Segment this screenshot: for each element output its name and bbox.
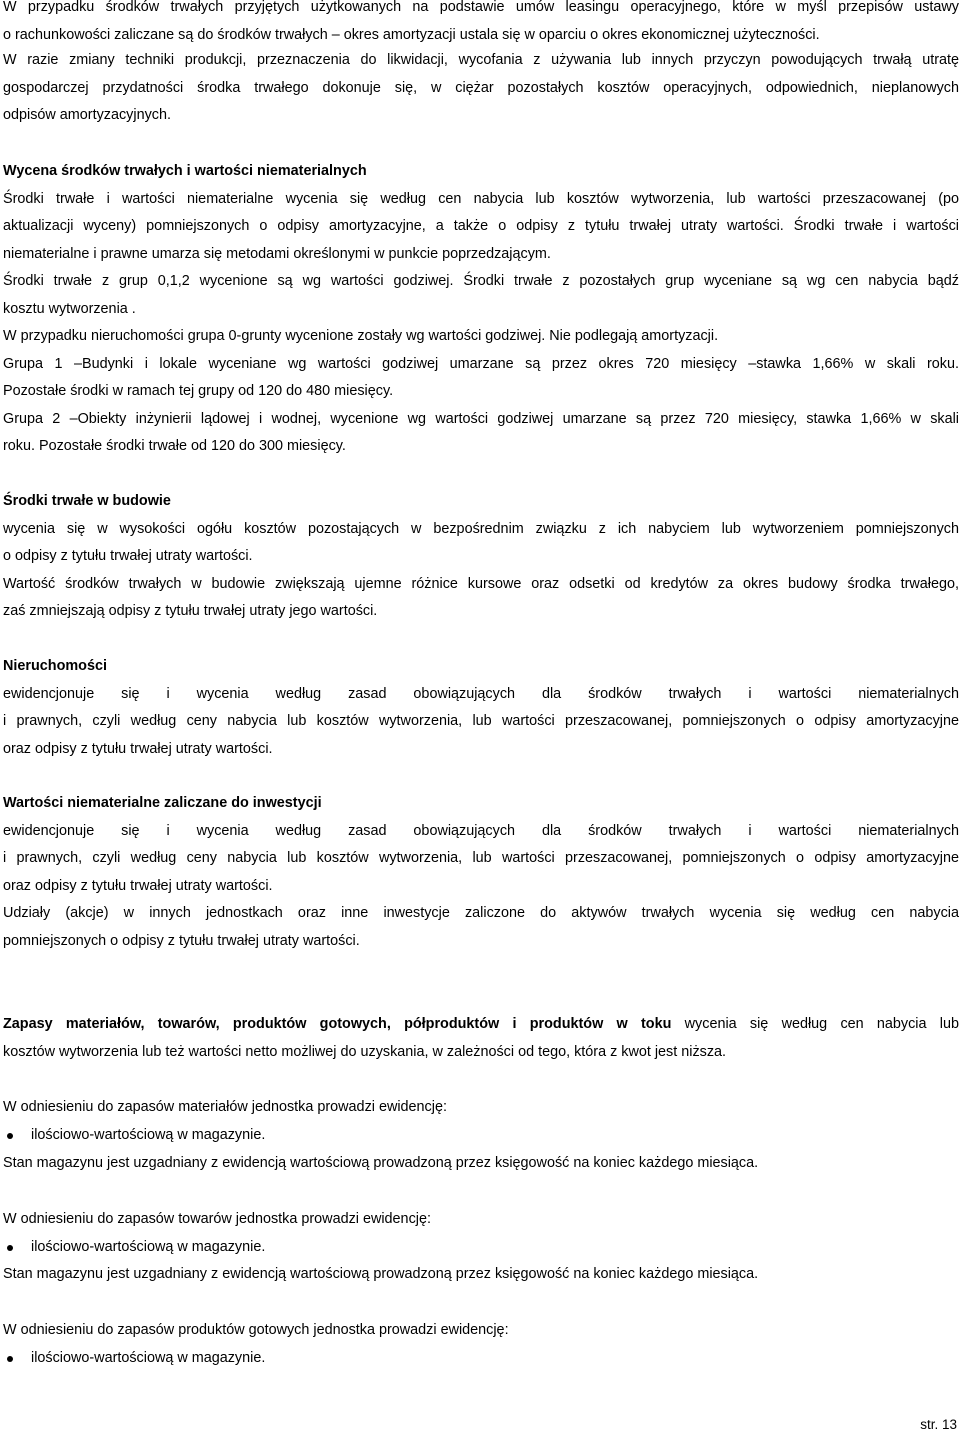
products-intro [3,1317,959,1345]
bullet-icon [7,1245,13,1251]
goods-intro [3,1206,959,1234]
text-line: o odpisy z tytułu trwałej utraty wartości. [3,548,253,564]
materials-bullet [3,1122,959,1150]
text-line: W odniesieniu do zapasów materiałów jednostka prowadzi ewidencję: [3,1099,447,1115]
section-wycena [3,158,959,461]
text-line: odpisów amortyzacyjnych. [3,107,171,123]
bullet-text: ilościowo-wartościową w magazynie. [31,1350,266,1366]
products-bullet [3,1345,959,1373]
goods-after [3,1261,959,1289]
section-wartosci-niematerialne [3,790,959,955]
text-line: pomniejszonych o odpisy z tytułu trwałej utraty wartości. [3,932,360,949]
bullet-text: ilościowo-wartościową w magazynie. [31,1239,266,1255]
text-line: wycenia się w wysokości ogółu kosztów pozostających w bezpośrednim związku z ich nabyciem lub wytworzeniem pomniejszonych [3,520,959,537]
materials-intro [3,1094,959,1122]
text-line: W przypadku środków trwałych przyjętych użytkowanych na podstawie umów leasingu operacyjnego, które w myśl przepisów ustawy [3,0,959,15]
text-line: oraz odpisy z tytułu trwałej utraty wartości. [3,740,273,757]
text-line: Środki trwałe i wartości niematerialne wycenia się według cen nabycia lub kosztów wytworzenia, lub wartości przeszacowanej (po [3,190,959,207]
text-line: Pozostałe środki w ramach tej grupy od 120 do 480 miesięcy. [3,383,394,399]
text-line: ewidencjonuje się i wycenia według zasad obowiązujących dla środków trwałych i wartości niematerialnych [3,822,959,839]
text-line: niematerialne i prawne umarza się metodami określonymi w punkcie poprzedzającym. [3,245,551,262]
text-line: W odniesieniu do zapasów produktów gotowych jednostka prowadzi ewidencję: [3,1322,509,1338]
text-line: i prawnych, czyli według ceny nabycia lub kosztów wytworzenia, lub wartości przeszacowanej, pomniejszonych o odpisy amortyzacyjne [3,850,959,866]
paragraph-leasing [3,0,959,49]
section-heading: Wartości niematerialne zaliczane do inwestycji [3,795,322,811]
text-line: W razie zmiany techniki produkcji, przeznaczenia do likwidacji, wycofania z używania lub innych przyczyn powodujących trwałą utratę [3,52,959,68]
text-line: kosztu wytworzenia . [3,300,136,317]
paragraph-write-offs [3,47,959,130]
section-heading: Wycena środków trwałych i wartości niematerialnych [3,163,367,179]
page-number: str. 13 [920,1417,957,1432]
text-line: roku. Pozostałe środki trwałe od 120 do 300 miesięcy. [3,438,346,454]
text-line: Grupa 1 –Budynki i lokale wyceniane wg wartości godziwej umarzane są przez okres 720 miesięcy –stawka 1,66% w skali roku. [3,355,959,372]
text-line: Środki trwałe z grup 0,1,2 wycenione są wg wartości godziwej. Środki trwałe z pozostałych grup wyceniane są wg cen nabycia bądź [3,273,959,289]
text-line: zaś zmniejszają odpisy z tytułu trwałej utraty jego wartości. [3,603,378,619]
text-line: ewidencjonuje się i wycenia według zasad obowiązujących dla środków trwałych i wartości niematerialnych [3,685,959,702]
text-line: W przypadku nieruchomości grupa 0-grunty wycenione zostały wg wartości godziwej. Nie podlegają amortyzacji. [3,328,719,344]
bullet-icon [7,1133,13,1139]
text-line: i prawnych, czyli według ceny nabycia lub kosztów wytworzenia, lub wartości przeszacowanej, pomniejszonych o odpisy amortyzacyjne [3,713,959,729]
text-line: o rachunkowości zaliczane są do środków trwałych – okres amortyzacji ustala się w oparciu o okres ekonomicznej użyteczności. [3,26,820,43]
text-line [3,1011,959,1039]
text-line: W odniesieniu do zapasów towarów jednostka prowadzi ewidencję: [3,1211,431,1227]
text-line: Wartość środków trwałych w budowie zwiększają ujemne różnice kursowe oraz odsetki od kredytów za okres budowy środka trwałego, [3,575,959,592]
section-budowa [3,488,959,626]
bullet-text: ilościowo-wartościową w magazynie. [31,1127,266,1143]
inventory-text: wycenia się według cen nabycia lub [671,1016,959,1032]
section-heading: Nieruchomości [3,658,107,674]
bullet-icon [7,1356,13,1362]
section-zapasy [3,1011,959,1066]
text-line: Stan magazynu jest uzgadniany z ewidencją wartościową prowadzoną przez księgowość na koniec każdego miesiąca. [3,1155,759,1171]
text-line: Udziały (akcje) w innych jednostkach oraz inne inwestycje zaliczone do aktywów trwałych wycenia się według cen nabycia [3,905,959,921]
materials-after [3,1150,959,1178]
section-heading: Środki trwałe w budowie [3,493,171,509]
text-line: Stan magazynu jest uzgadniany z ewidencją wartościową prowadzoną przez księgowość na koniec każdego miesiąca. [3,1266,759,1282]
text-line: aktualizacji wyceny) pomniejszonych o odpisy amortyzacyjne, a także o odpisy z tytułu trwałej utraty wartości. Środki trwałe i wartości [3,218,959,234]
goods-bullet [3,1234,959,1262]
text-line: gospodarczej przydatności środka trwałego dokonuje się, w ciężar pozostałych kosztów operacyjnych, odpowiednich, nieplanowych [3,79,959,96]
inventory-heading: Zapasy materiałów, towarów, produktów gotowych, półproduktów i produktów w toku [3,1016,672,1032]
text-line: kosztów wytworzenia lub też wartości netto możliwej do uzyskania, w zależności od tego, która z kwot jest niższa. [3,1043,727,1060]
text-line: oraz odpisy z tytułu trwałej utraty wartości. [3,877,273,894]
section-nieruchomosci [3,653,959,763]
text-line: Grupa 2 –Obiekty inżynierii lądowej i wodnej, wycenione wg wartości godziwej umarzane są przez 720 miesięcy, stawka 1,66% w skali [3,410,959,427]
